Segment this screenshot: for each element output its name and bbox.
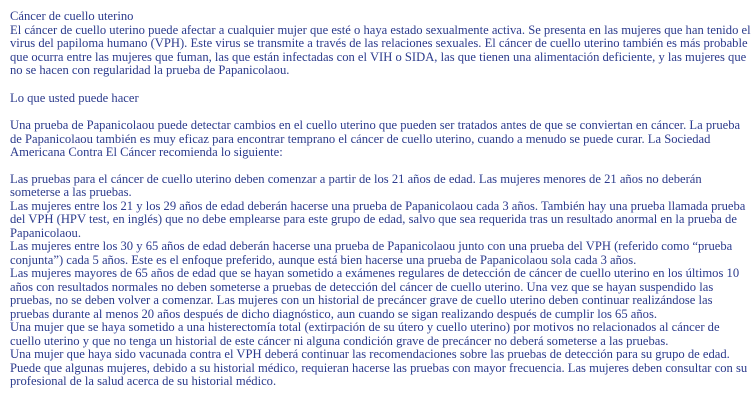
recommendation-item: Las mujeres entre los 21 y los 29 años de edad deberán hacerse una prueba de Papanicolaou cada 3 años. También hay una prueba llamada prueba del VPH (HPV test, en inglés) que no debe emplearse para este grupo de edad, salvo que sea requerida tras un resultado anormal en la prueba de Papanicolaou.	[10, 198, 746, 240]
paragraph-spacer	[10, 105, 753, 119]
recommendation-item: Las mujeres entre los 30 y 65 años de edad deberán hacerse una prueba de Papanicolaou junto con una prueba del VPH (referido como “prueba conjunta”) cada 5 años. Este es el enfoque preferido, aunque está bien hacerse una prueba de Papanicolaou sola cada 3 años.	[10, 239, 733, 267]
recommendation-item: Las pruebas para el cáncer de cuello uterino deben comenzar a partir de los 21 años de edad. Las mujeres menores de 21 años no deberán someterse a las pruebas.	[10, 171, 702, 199]
recommendation-item: Una mujer que se haya sometido a una histerectomía total (extirpación de su útero y cuello uterino) por motivos no relacionados al cáncer de cuello uterino y que no tenga un historial de este cáncer ni alguna condición grave de precáncer no deberá someterse a las pruebas.	[10, 320, 720, 348]
document-title: Cáncer de cuello uterino	[10, 9, 134, 23]
recommendation-list	[10, 173, 753, 389]
paragraph-spacer	[10, 78, 753, 92]
recommendation-item: Las mujeres mayores de 65 años de edad que se hayan sometido a exámenes regulares de detección de cáncer de cuello uterino en los últimos 10 años con resultados normales no deben someterse a pruebas de detección del cáncer de cuello uterino. Una vez que se hayan suspendido las pruebas, no se deben volver a comenzar. Las mujeres con un historial de precáncer grave de cuello uterino deben continuar realizándose las pruebas durante al menos 20 años después de dicho diagnóstico, aun cuando se sigan realizando después de cumplir los 65 años.	[10, 266, 740, 321]
section-intro-paragraph: Una prueba de Papanicolaou puede detectar cambios en el cuello uterino que pueden ser tratados antes de que se conviertan en cáncer. La prueba de Papanicolaou también es muy eficaz para encontrar temprano el cáncer de cuello uterino, cuando a menudo se puede curar. La Sociedad Americana Contra El Cáncer recomienda lo siguiente:	[10, 118, 741, 159]
paragraph-spacer	[10, 160, 753, 173]
recommendation-item: Una mujer que haya sido vacunada contra el VPH deberá continuar las recomendaciones sobre las pruebas de detección para su grupo de edad. Puede que algunas mujeres, debido a su historial médico, requieran hacerse las pruebas con mayor frecuencia. Las mujeres deben consultar con su profesional de la salud acerca de su historial médico.	[10, 347, 748, 388]
section-heading: Lo que usted puede hacer	[10, 90, 139, 105]
intro-paragraph: El cáncer de cuello uterino puede afectar a cualquier mujer que esté o haya estado sexualmente activa. Se presenta en las mujeres que han tenido el virus del papiloma humano (VPH). Este virus se transmite a través de las relaciones sexuales. El cáncer de cuello uterino también es más probable que ocurra entre las mujeres que fuman, las que están infectadas con el VIH o SIDA, las que tienen una alimentación deficiente, y las mujeres que no se hacen con regularidad la prueba de Papanicolaou.	[10, 22, 751, 77]
